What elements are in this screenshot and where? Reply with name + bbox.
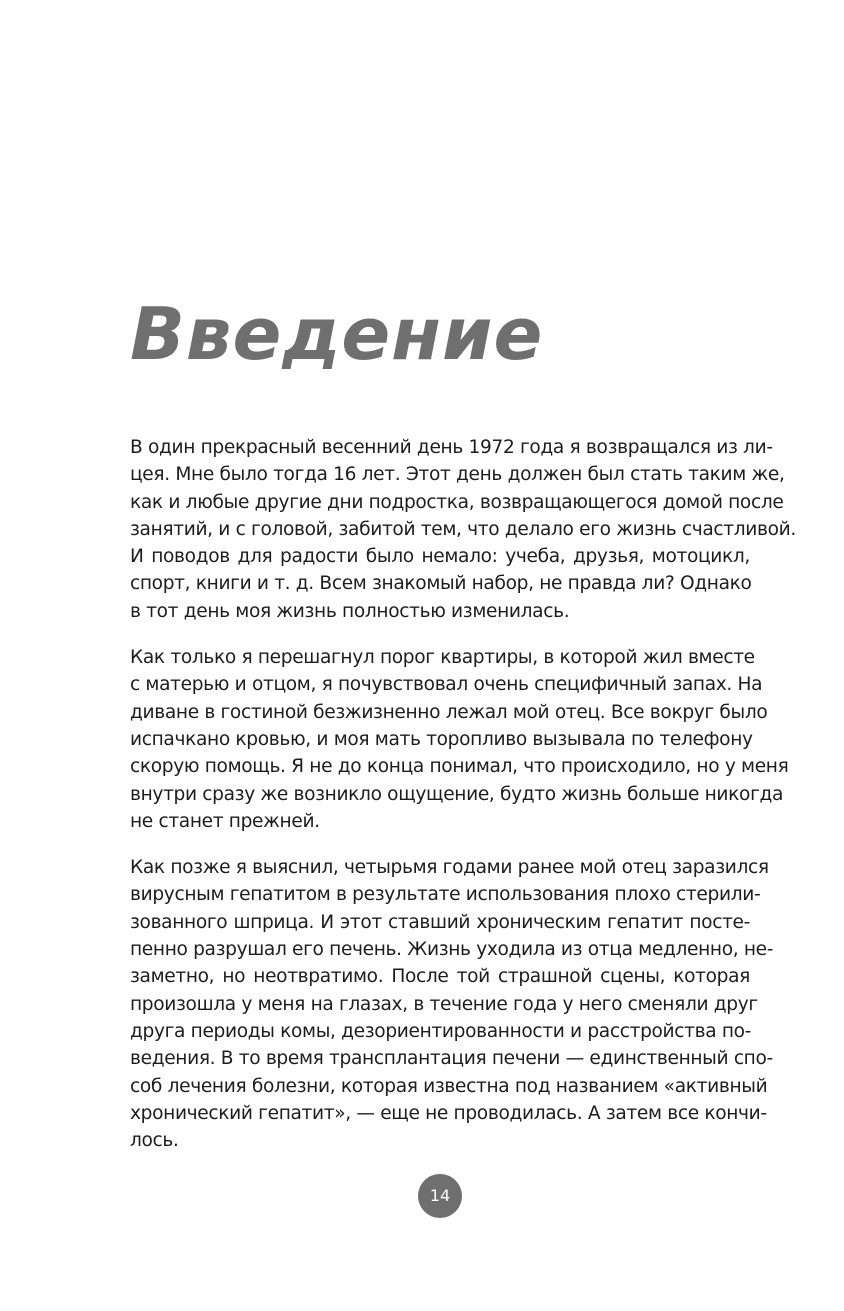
- text-line: зованного шприца. И этот ставший хроническим гепатит посте-: [130, 911, 750, 933]
- paragraph-1: [130, 434, 796, 625]
- text-line: соб лечения болезни, которая известна под названием «активный: [130, 1075, 768, 1097]
- text-line: как и любые другие дни подростка, возвращающегося домой после: [130, 491, 784, 513]
- text-line: Как только я перешагнул порог квартиры, в которой жил вместе: [130, 647, 755, 669]
- text-line: диване в гостиной безжизненно лежал мой отец. Все вокруг было: [130, 701, 768, 723]
- text-line: друга периоды комы, дезориентированности и расстройства по-: [130, 1020, 752, 1042]
- text-line: Как позже я выяснил, четырьмя годами ранее мой отец заразился: [130, 857, 769, 879]
- chapter-title: Введение: [130, 292, 544, 376]
- text-line: вирусным гепатитом в результате использования плохо стерили-: [130, 884, 761, 906]
- page-number-badge: 14: [418, 1174, 462, 1218]
- text-line: лось.: [130, 1130, 179, 1152]
- text-line: произошла у меня на глазах, в течение года у него сменяли друг: [130, 993, 758, 1015]
- text-line: хронический гепатит», — еще не проводилась. А затем все кончи-: [130, 1102, 767, 1124]
- text-line: пенно разрушал его печень. Жизнь уходила из отца медленно, не-: [130, 939, 774, 961]
- text-line: спорт, книги и т. д. Всем знакомый набор, не правда ли? Однако: [130, 573, 752, 595]
- text-line: ведения. В то время трансплантация печени — единственный спо-: [130, 1048, 773, 1070]
- text-line: испачкано кровью, и моя мать торопливо вызывала по телефону: [130, 728, 753, 750]
- text-line: внутри сразу же возникло ощущение, будто жизнь больше никогда: [130, 783, 784, 805]
- text-line: не станет прежней.: [130, 810, 320, 832]
- paragraph-2: [130, 644, 789, 835]
- text-line: В один прекрасный весенний день 1972 года я возвращался из ли-: [130, 437, 773, 458]
- text-line: скорую помощь. Я не до конца понимал, что происходило, но у меня: [130, 756, 789, 778]
- text-line: в тот день моя жизнь полностью изменилась.: [130, 600, 570, 622]
- body-text: [130, 434, 796, 1173]
- text-line: занятий, и с головой, забитой тем, что делало его жизнь счастливой.: [130, 518, 796, 540]
- text-line: И поводов для радости было немало: учеба, друзья, мотоцикл,: [130, 546, 750, 568]
- text-line: цея. Мне было тогда 16 лет. Этот день должен был стать таким же,: [130, 464, 785, 486]
- paragraph-3: [130, 854, 774, 1154]
- text-line: заметно, но неотвратимо. После той страшной сцены, которая: [130, 966, 750, 988]
- text-line: с матерью и отцом, я почувствовал очень специфичный запах. На: [130, 674, 763, 696]
